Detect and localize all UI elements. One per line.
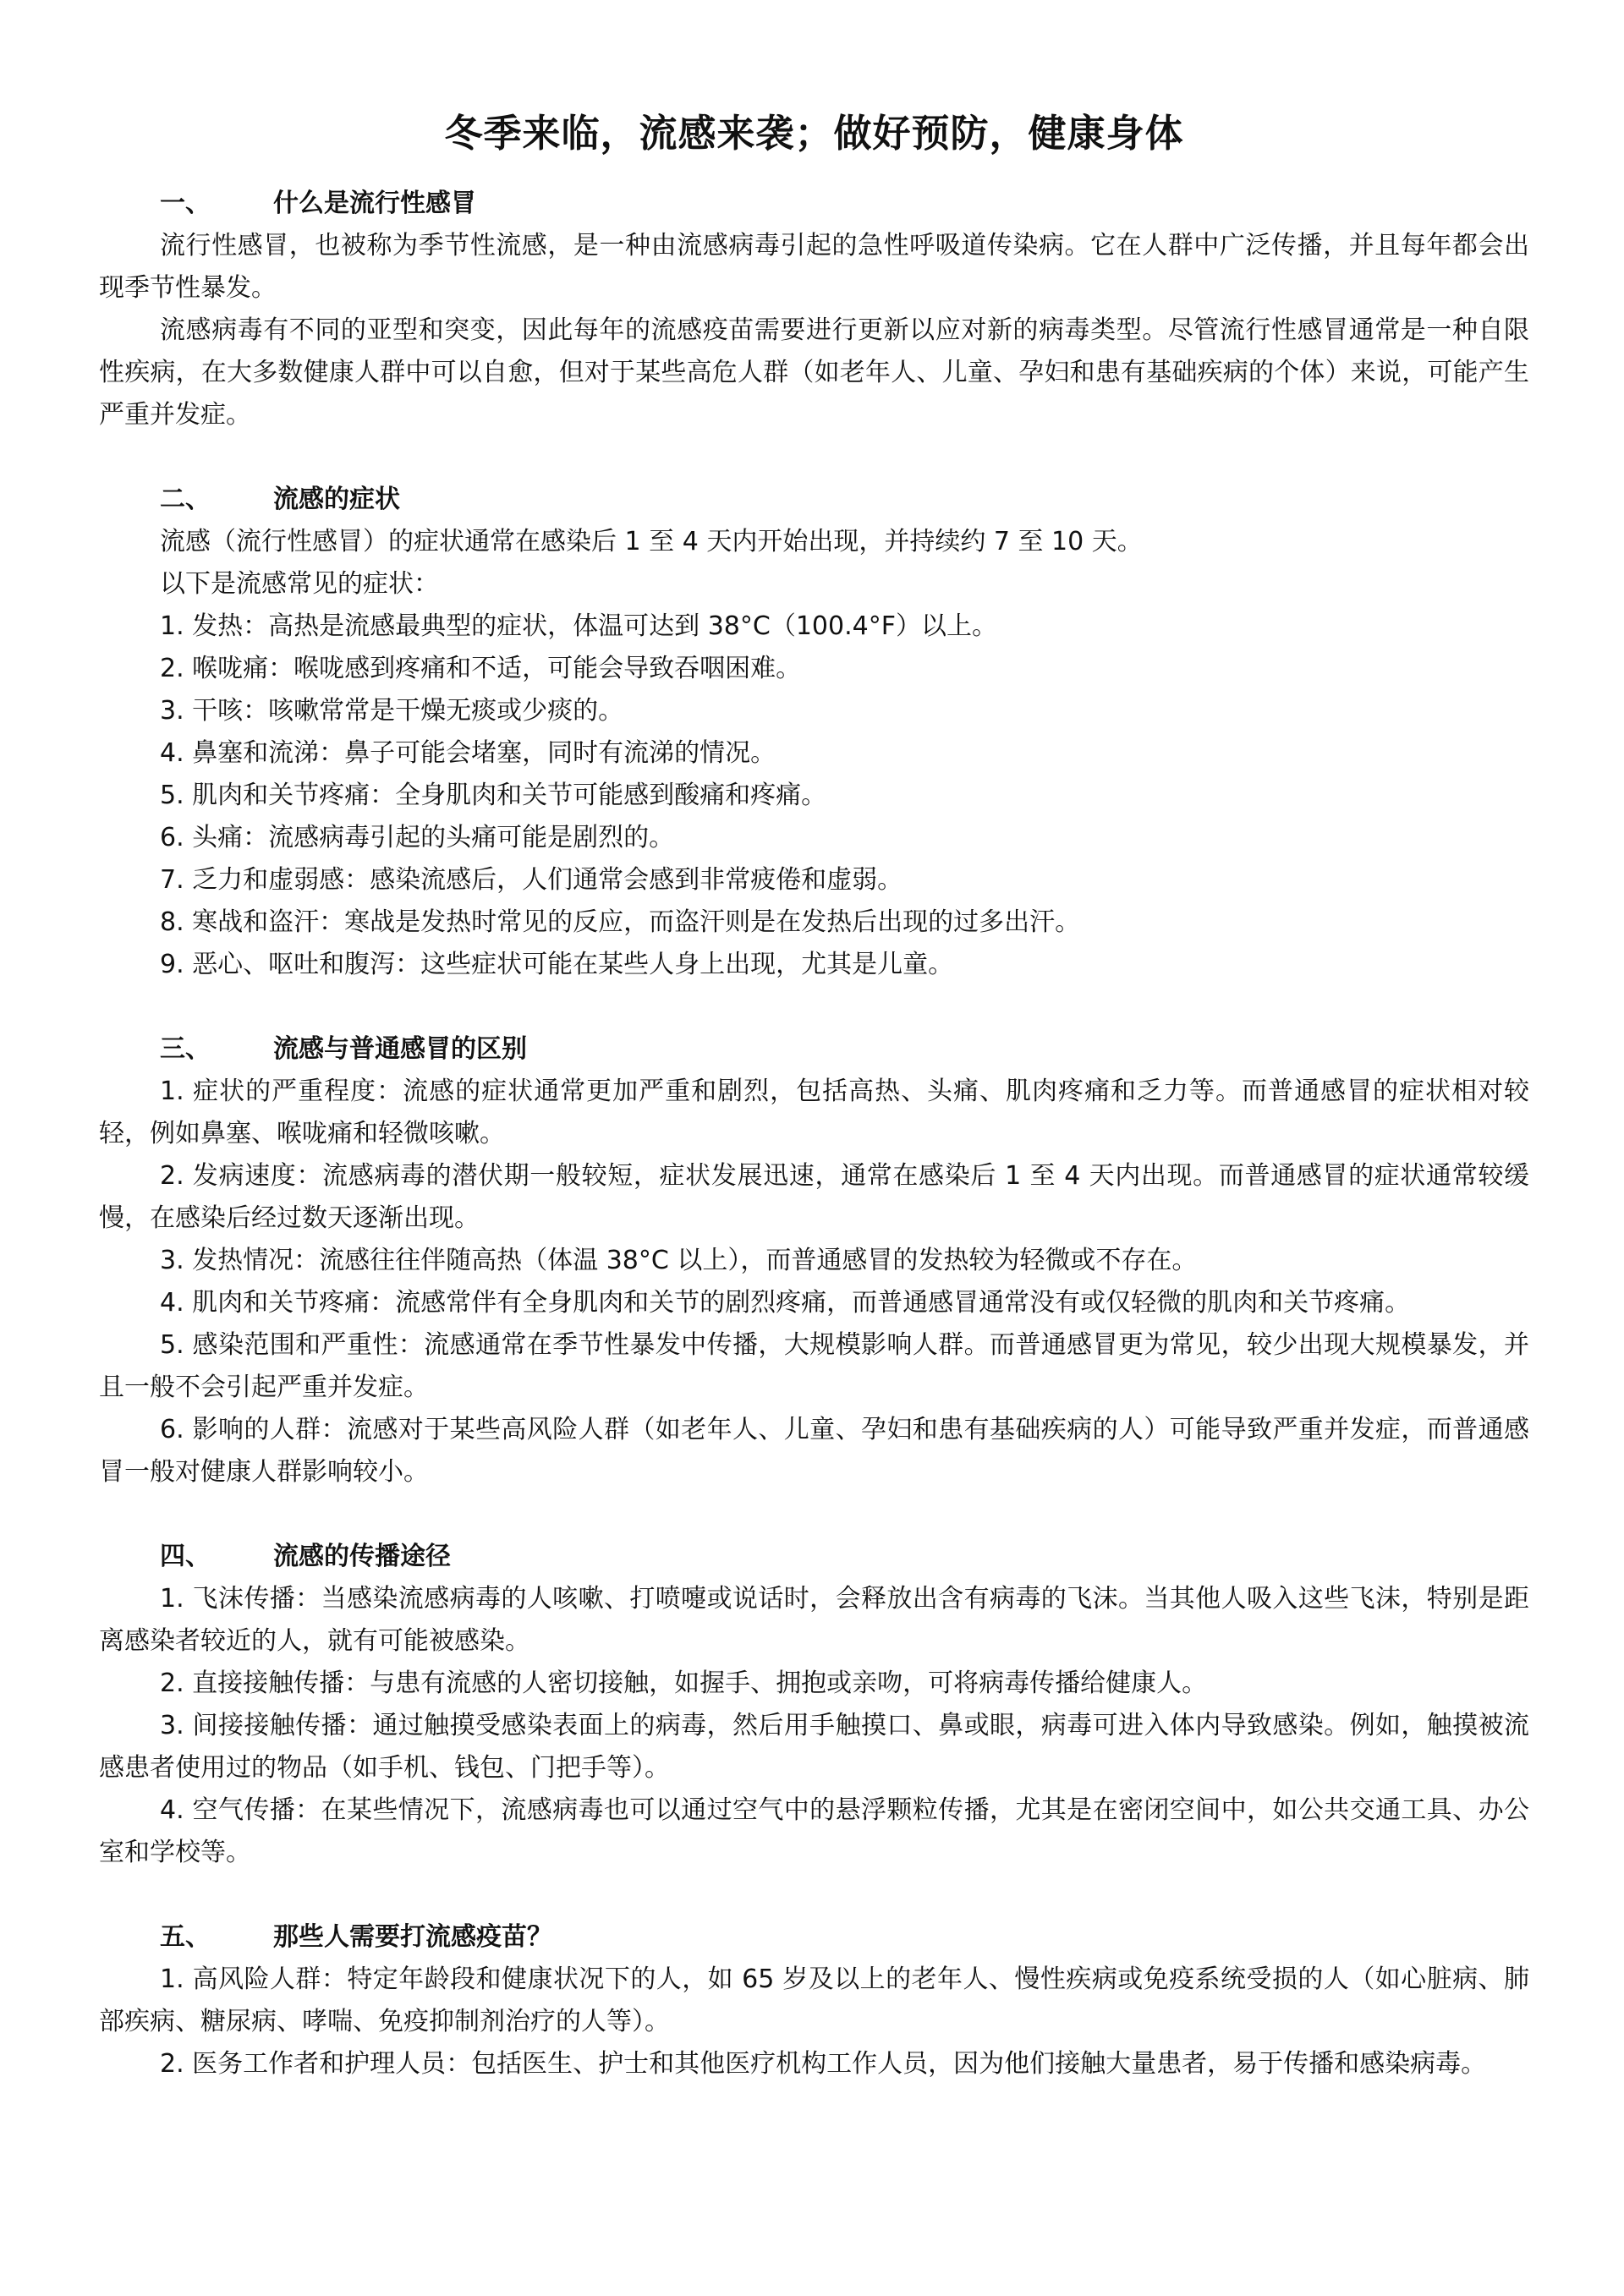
- paragraph: 4. 空气传播：在某些情况下，流感病毒也可以通过空气中的悬浮颗粒传播，尤其是在密闭空间中，如公共交通工具、办公室和学校等。: [99, 1795, 1529, 1867]
- paragraph: 流行性感冒，也被称为季节性流感，是一种由流感病毒引起的急性呼吸道传染病。它在人群中广泛传播，并且每年都会出现季节性暴发。: [99, 231, 1529, 303]
- section-heading-text: 流感的症状: [273, 485, 400, 514]
- symptom-list-item: 8. 寒战和盗汗：寒战是发热时常见的反应，而盗汗则是在发热后出现的过多出汗。: [160, 907, 1081, 937]
- section-who-needs-vaccine: [99, 1916, 1529, 2085]
- symptom-list-item: 6. 头痛：流感病毒引起的头痛可能是剧烈的。: [160, 823, 675, 852]
- section-heading: [99, 479, 1529, 521]
- paragraph: 4. 肌肉和关节疼痛：流感常伴有全身肌肉和关节的剧烈疼痛，而普通感冒通常没有或仅轻微的肌肉和关节疼痛。: [160, 1288, 1411, 1318]
- paragraph: 流感病毒有不同的亚型和突变，因此每年的流感疫苗需要进行更新以应对新的病毒类型。尽管流行性感冒通常是一种自限性疾病，在大多数健康人群中可以自愈，但对于某些高危人群（如老年人、儿童、孕妇和患有基础疾病的个体）来说，可能产生严重并发症。: [99, 315, 1529, 430]
- section-flu-vs-cold: [99, 1028, 1529, 1493]
- section-heading: [99, 1536, 1529, 1578]
- section-heading-text: 那些人需要打流感疫苗？: [273, 1922, 552, 1952]
- paragraph: 3. 发热情况：流感往往伴随高热（体温 38°C 以上），而普通感冒的发热较为轻微或不存在。: [160, 1246, 1198, 1275]
- symptom-list-item: 7. 乏力和虚弱感：感染流感后，人们通常会感到非常疲倦和虚弱。: [160, 865, 903, 895]
- section-transmission: [99, 1536, 1529, 1874]
- section-heading-text: 什么是流行性感冒: [273, 189, 476, 218]
- paragraph: 流感（流行性感冒）的症状通常在感染后 1 至 4 天内开始出现，并持续约 7 至 10 天。: [160, 527, 1143, 556]
- paragraph: 2. 发病速度：流感病毒的潜伏期一般较短，症状发展迅速，通常在感染后 1 至 4 天内出现。而普通感冒的症状通常较缓慢，在感染后经过数天逐渐出现。: [99, 1161, 1529, 1233]
- symptom-list-item: 1. 发热：高热是流感最典型的症状，体温可达到 38°C（100.4°F）以上。: [160, 611, 997, 641]
- section-heading: [99, 183, 1529, 225]
- paragraph: 3. 间接接触传播：通过触摸受感染表面上的病毒，然后用手触摸口、鼻或眼，病毒可进入体内导致感染。例如，触摸被流感患者使用过的物品（如手机、钱包、门把手等）。: [99, 1711, 1529, 1783]
- paragraph: 以下是流感常见的症状：: [160, 569, 439, 599]
- paragraph: 1. 症状的严重程度：流感的症状通常更加严重和剧烈，包括高热、头痛、肌肉疼痛和乏力等。而普通感冒的症状相对较轻，例如鼻塞、喉咙痛和轻微咳嗽。: [99, 1077, 1529, 1148]
- section-number: 三、: [160, 1034, 211, 1064]
- paragraph: 1. 飞沫传播：当感染流感病毒的人咳嗽、打喷嚏或说话时，会释放出含有病毒的飞沫。当其他人吸入这些飞沫，特别是距离感染者较近的人，就有可能被感染。: [99, 1584, 1529, 1656]
- section-heading-text: 流感的传播途径: [273, 1542, 451, 1571]
- symptom-list-item: 2. 喉咙痛：喉咙感到疼痛和不适，可能会导致吞咽困难。: [160, 654, 802, 683]
- symptom-list-item: 3. 干咳：咳嗽常常是干燥无痰或少痰的。: [160, 696, 624, 726]
- paragraph: 1. 高风险人群：特定年龄段和健康状况下的人，如 65 岁及以上的老年人、慢性疾病或免疫系统受损的人（如心脏病、肺部疾病、糖尿病、哮喘、免疫抑制剂治疗的人等）。: [99, 1964, 1529, 2036]
- section-symptoms: [99, 479, 1529, 986]
- section-number: 四、: [160, 1542, 211, 1571]
- paragraph: 6. 影响的人群：流感对于某些高风险人群（如老年人、儿童、孕妇和患有基础疾病的人）可能导致严重并发症，而普通感冒一般对健康人群影响较小。: [99, 1415, 1529, 1487]
- paragraph: 2. 直接接触传播：与患有流感的人密切接触，如握手、拥抱或亲吻，可将病毒传播给健康人。: [160, 1669, 1208, 1698]
- section-heading: [99, 1916, 1529, 1959]
- section-number: 一、: [160, 189, 211, 218]
- section-number: 二、: [160, 485, 211, 514]
- section-number: 五、: [160, 1922, 211, 1952]
- symptom-list-item: 9. 恶心、呕吐和腹泻：这些症状可能在某些人身上出现，尤其是儿童。: [160, 950, 954, 979]
- section-heading-text: 流感与普通感冒的区别: [273, 1034, 527, 1064]
- section-heading: [99, 1028, 1529, 1071]
- section-what-is-flu: [99, 183, 1529, 436]
- paragraph: 2. 医务工作者和护理人员：包括医生、护士和其他医疗机构工作人员，因为他们接触大量患者，易于传播和感染病毒。: [160, 2049, 1487, 2079]
- document-title: 冬季来临，流感来袭；做好预防，健康身体: [444, 111, 1184, 156]
- paragraph: 5. 感染范围和严重性：流感通常在季节性暴发中传播，大规模影响人群。而普通感冒更为常见，较少出现大规模暴发，并且一般不会引起严重并发症。: [99, 1330, 1529, 1402]
- symptom-list-item: 4. 鼻塞和流涕：鼻子可能会堵塞，同时有流涕的情况。: [160, 738, 776, 768]
- symptom-list-item: 5. 肌肉和关节疼痛：全身肌肉和关节可能感到酸痛和疼痛。: [160, 781, 827, 810]
